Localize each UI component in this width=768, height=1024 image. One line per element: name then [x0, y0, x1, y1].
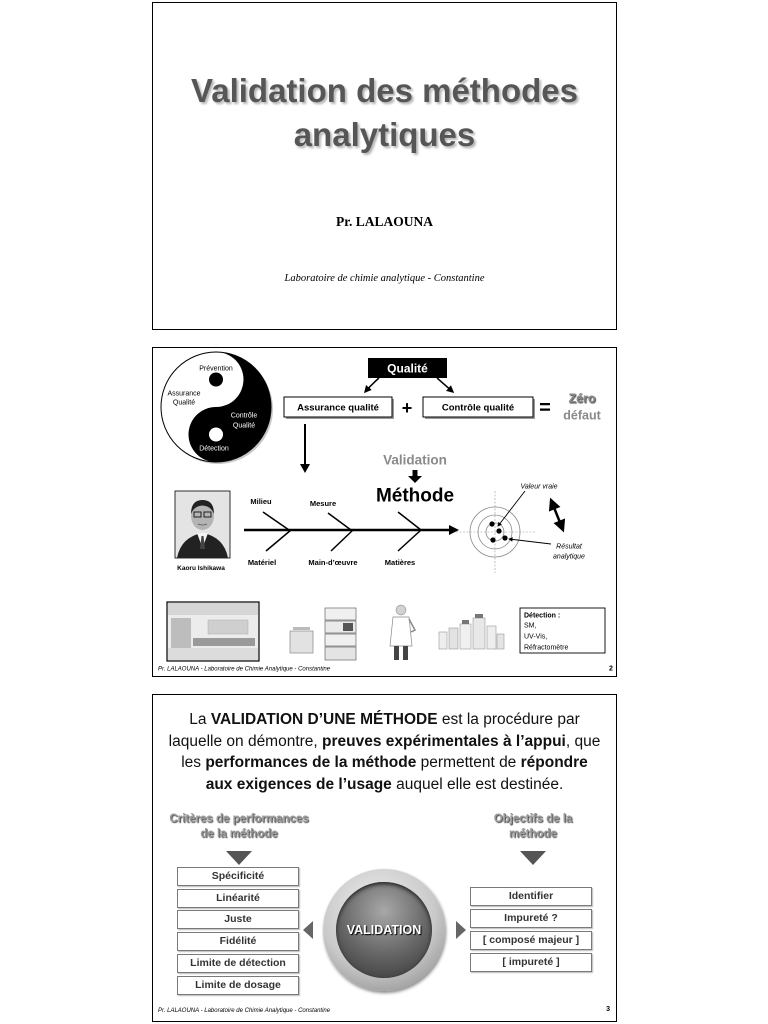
target-point — [490, 537, 495, 542]
bottle — [439, 632, 447, 649]
label-detection: Détection — [199, 445, 229, 453]
quality-arrow-right — [437, 378, 453, 392]
detection-item-uv: UV-Vis, — [524, 633, 548, 641]
methode-label: Méthode — [375, 485, 455, 507]
text-run-bold: preuves expérimentales à l’appui — [322, 732, 566, 750]
lab-floor — [168, 648, 258, 660]
definition-paragraph — [153, 709, 616, 795]
lab-bench — [193, 638, 255, 646]
objective-impurete: [ impureté ] — [470, 953, 592, 972]
yin-yang-black-dot — [209, 373, 223, 387]
bottle — [487, 626, 496, 649]
yin-yang-white-dot — [209, 428, 223, 442]
fishbone-arrowhead — [449, 525, 459, 535]
criterion-specificite: Spécificité — [177, 867, 299, 886]
validation-arrow-shaft — [413, 470, 418, 476]
slide-3-footer: Pr. LALAOUNA - Laboratoire de Chimie Analytique - Constantine — [158, 1008, 331, 1014]
equals-sign: = — [539, 397, 551, 419]
balance-pan — [293, 627, 310, 630]
text-run: permettent de — [416, 754, 521, 771]
bottle — [473, 618, 485, 649]
slide-3 — [152, 694, 617, 1022]
affiliation: Laboratoire de chimie analytique - Constantine — [284, 273, 485, 284]
result-label-1: Résultat — [556, 543, 582, 551]
yin-yang-diagram — [161, 352, 273, 464]
label-controle-2: Qualité — [232, 422, 256, 430]
hplc-module-4 — [325, 647, 356, 660]
objective-compose-majeur: [ composé majeur ] — [470, 931, 592, 950]
result-label-2: analytique — [553, 553, 585, 561]
target-point — [489, 521, 494, 526]
text-run: laquelle on démontre, — [168, 732, 323, 750]
lab-cabinet — [171, 618, 191, 648]
objectives-down-triangle — [520, 851, 546, 865]
slide-2 — [152, 347, 617, 677]
slide-2-canvas — [153, 348, 616, 676]
scientist-leg-right — [403, 646, 408, 660]
lab-shelf — [208, 620, 248, 634]
zero-defect-line-2: défaut — [563, 408, 601, 423]
ishikawa-caption: Kaoru Ishikawa — [177, 565, 225, 572]
validation-label: Validation — [383, 452, 447, 468]
objective-impurete-question: Impureté ? — [470, 909, 592, 928]
result-pointer — [509, 539, 551, 544]
quality-arrow-left — [365, 378, 379, 392]
detection-item-refracto: Réfractomètre — [524, 644, 569, 652]
criteria-heading-line-2: de la méthode — [200, 828, 278, 840]
objectives-heading-line-1: Objectifs de la — [493, 813, 573, 825]
balance-and-chromatograph — [290, 608, 356, 660]
validation-center-label: VALIDATION — [346, 923, 422, 937]
hplc-module-3 — [325, 634, 356, 646]
objective-identifier: Identifier — [470, 887, 592, 906]
controle-box-label: Contrôle qualité — [441, 402, 515, 414]
bottle-cap — [462, 620, 469, 624]
criterion-limite-detection: Limite de détection — [177, 954, 299, 973]
detection-title: Détection : — [524, 612, 561, 620]
lab-ceiling — [168, 603, 258, 615]
bone-main-oeuvre — [331, 530, 353, 551]
quality-label: Qualité — [387, 361, 428, 376]
fishbone-label-materiel: Matériel — [247, 558, 277, 567]
paragraph-line — [153, 731, 616, 753]
paragraph-line — [153, 774, 616, 796]
title-line-2: analytiques — [293, 116, 476, 153]
objectives-heading-line-2: méthode — [509, 828, 557, 840]
label-prevention: Prévention — [199, 365, 233, 373]
slide-2-footer: Pr. LALAOUNA - Laboratoire de Chimie Analytique - Constantine — [158, 666, 331, 673]
fishbone-diagram — [244, 497, 459, 567]
slide-2-page-number: 2 — [609, 665, 613, 673]
bone-methode — [398, 512, 421, 530]
scientist-figure — [390, 605, 415, 660]
detection-item-sm: SM, — [524, 622, 537, 630]
paragraph-line — [153, 752, 616, 774]
plus-sign: + — [401, 398, 413, 418]
text-run: est la procédure par — [437, 711, 580, 728]
error-double-arrow — [551, 500, 563, 530]
target-point — [502, 535, 507, 540]
bottle — [497, 634, 504, 649]
criterion-limite-dosage: Limite de dosage — [177, 976, 299, 995]
validation-arrowhead — [408, 476, 422, 483]
true-value-pointer — [498, 491, 525, 526]
criteria-down-triangle — [226, 851, 252, 865]
text-run-bold: VALIDATION D’UNE MÉTHODE — [210, 711, 438, 728]
target-point — [496, 528, 501, 533]
bone-matieres — [398, 530, 421, 551]
right-pointer-triangle — [456, 921, 466, 939]
balance-body — [290, 631, 313, 653]
laboratory-photo — [167, 602, 259, 661]
bone-materiel — [266, 530, 291, 551]
hplc-module-1 — [325, 608, 356, 620]
accuracy-target — [456, 484, 585, 574]
criteria-heading-line-1: Critères de performances — [169, 813, 309, 825]
criterion-fidelite: Fidélité — [177, 932, 299, 951]
criterion-juste: Juste — [177, 910, 299, 929]
scientist-head — [396, 605, 406, 615]
text-run: les — [181, 754, 206, 771]
bottle-cap — [475, 614, 483, 618]
author: Pr. LALAOUNA — [335, 214, 433, 229]
text-run: La — [189, 711, 211, 728]
scientist-coat — [390, 617, 412, 646]
text-run-bold: répondre — [520, 754, 588, 771]
fishbone-label-main-oeuvre: Main-d’œuvre — [308, 558, 358, 567]
reagent-bottles — [439, 614, 504, 649]
bottle — [460, 624, 471, 649]
assurance-down-arrowhead — [300, 464, 310, 473]
slide-3-page-number: 3 — [606, 1006, 610, 1013]
bottle — [449, 628, 458, 649]
ishikawa-portrait — [175, 491, 230, 558]
label-assurance-2: Qualité — [172, 399, 196, 407]
slide-title — [153, 69, 616, 157]
text-run: auquel elle est destinée. — [391, 775, 564, 793]
text-run-bold: aux exigences de l’usage — [205, 775, 392, 793]
title-line-1: Validation des méthodes — [191, 72, 578, 109]
label-controle-1: Contrôle — [230, 412, 258, 420]
fishbone-label-milieu: Milieu — [250, 497, 272, 506]
criteria-heading — [159, 812, 319, 842]
slide-1 — [152, 2, 617, 330]
text-run-bold: performances de la méthode — [205, 754, 417, 771]
left-pointer-triangle — [303, 921, 313, 939]
bone-milieu — [263, 512, 289, 530]
text-run: , que — [565, 732, 601, 750]
bone-mesure — [328, 513, 351, 530]
criterion-linearite: Linéarité — [177, 889, 299, 908]
fishbone-label-matieres: Matières — [384, 558, 416, 567]
true-value-label: Valeur vraie — [520, 483, 558, 491]
scientist-leg-left — [394, 646, 399, 660]
objectives-heading — [453, 812, 613, 842]
assurance-box-label: Assurance qualité — [297, 402, 379, 414]
paragraph-line — [153, 709, 616, 731]
zero-defect-line-1: Zéro — [568, 391, 596, 406]
quality-equation — [284, 358, 602, 423]
label-assurance-1: Assurance — [167, 390, 201, 398]
fishbone-label-mesure: Mesure — [309, 499, 337, 508]
hplc-panel — [343, 623, 353, 631]
detection-box — [520, 608, 605, 653]
